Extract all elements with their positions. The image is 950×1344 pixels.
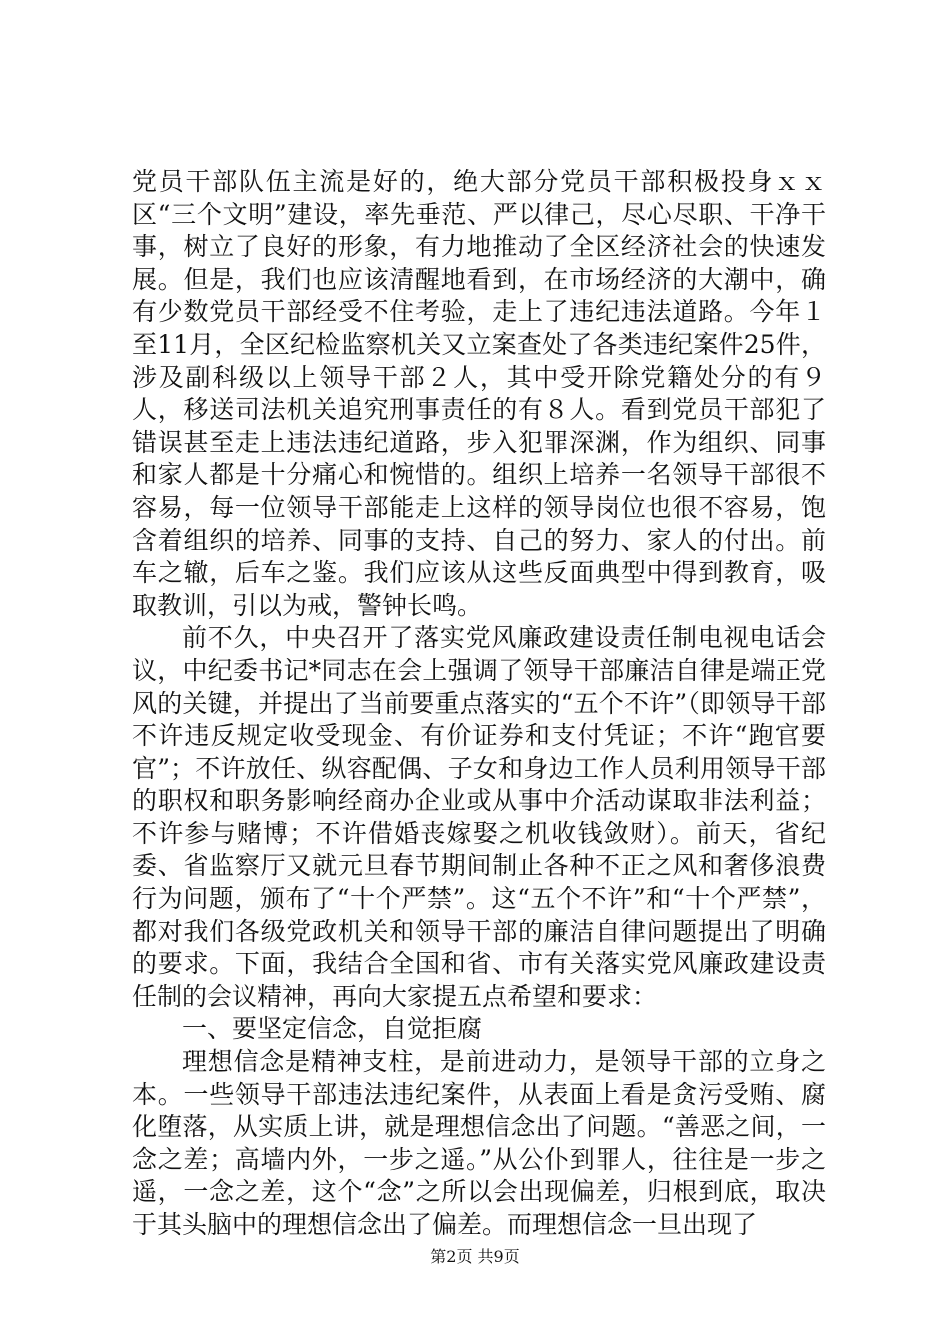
section-heading: 一、要坚定信念，自觉拒腐 <box>182 1014 483 1044</box>
body-paragraph: 党员干部队伍主流是好的，绝大部分党员干部积极投身ｘｘ区“三个文明”建设，率先垂范、严以律己，尽心尽职、干净干事，树立了良好的形象，有力地推动了全区经济社会的快速发展。但是，我们也应该清醒地看到，在市场经济的大潮中，确有少数党员干部经受不住考验，走上了违纪违法道路。今年１至11月，全区纪检监察机关又立案查处了各类违纪案件25件，涉及副科级以上领导干部２人，其中受开除党籍处分的有９人，移送司法机关追究刑事责任的有８人。看到党员干部犯了错误甚至走上违法违纪道路，步入犯罪深渊，作为组织、同事和家人都是十分痛心和惋惜的。组织上培养一名领导干部很不容易，每一位领导干部能走上这样的领导岗位也很不容易，饱含着组织的培养、同事的支持、自己的努力、家人的付出。前车之辙，后车之鉴。我们应该从这些反面典型中得到教育，吸取教训，引以为戒，警钟长鸣。 <box>132 167 826 620</box>
page-footer: 第2页 共9页 <box>430 1247 520 1266</box>
body-paragraph: 前不久，中央召开了落实党风廉政建设责任制电视电话会议，中纪委书记*同志在会上强调了领导干部廉洁自律是端正党风的关键，并提出了当前要重点落实的“五个不许”（即领导干部不许违反规定收受现金、有价证券和支付凭证；不许“跑官要官”；不许放任、纵容配偶、子女和身边工作人员利用领导干部的职权和职务影响经商办企业或从事中介活动谋取非法利益；不许参与赌博；不许借婚丧嫁娶之机收钱敛财）。前天，省纪委、省监察厅又就元旦春节期间制止各种不正之风和奢侈浪费行为问题，颁布了“十个严禁”。这“五个不许”和“十个严禁”，都对我们各级党政机关和领导干部的廉洁自律问题提出了明确的要求。下面，我结合全国和省、市有关落实党风廉政建设责任制的会议精神，再向大家提五点希望和要求： <box>132 623 826 1011</box>
body-paragraph: 理想信念是精神支柱，是前进动力，是领导干部的立身之本。一些领导干部违法违纪案件，从表面上看是贪污受贿、腐化堕落，从实质上讲，就是理想信念出了问题。“善恶之间，一念之差；高墙内外，一步之遥。”从公仆到罪人，往往是一步之遥，一念之差，这个“念”之所以会出现偏差，归根到底，取决于其头脑中的理想信念出了偏差。而理想信念一旦出现了 <box>132 1047 826 1239</box>
document-body <box>132 166 826 1242</box>
